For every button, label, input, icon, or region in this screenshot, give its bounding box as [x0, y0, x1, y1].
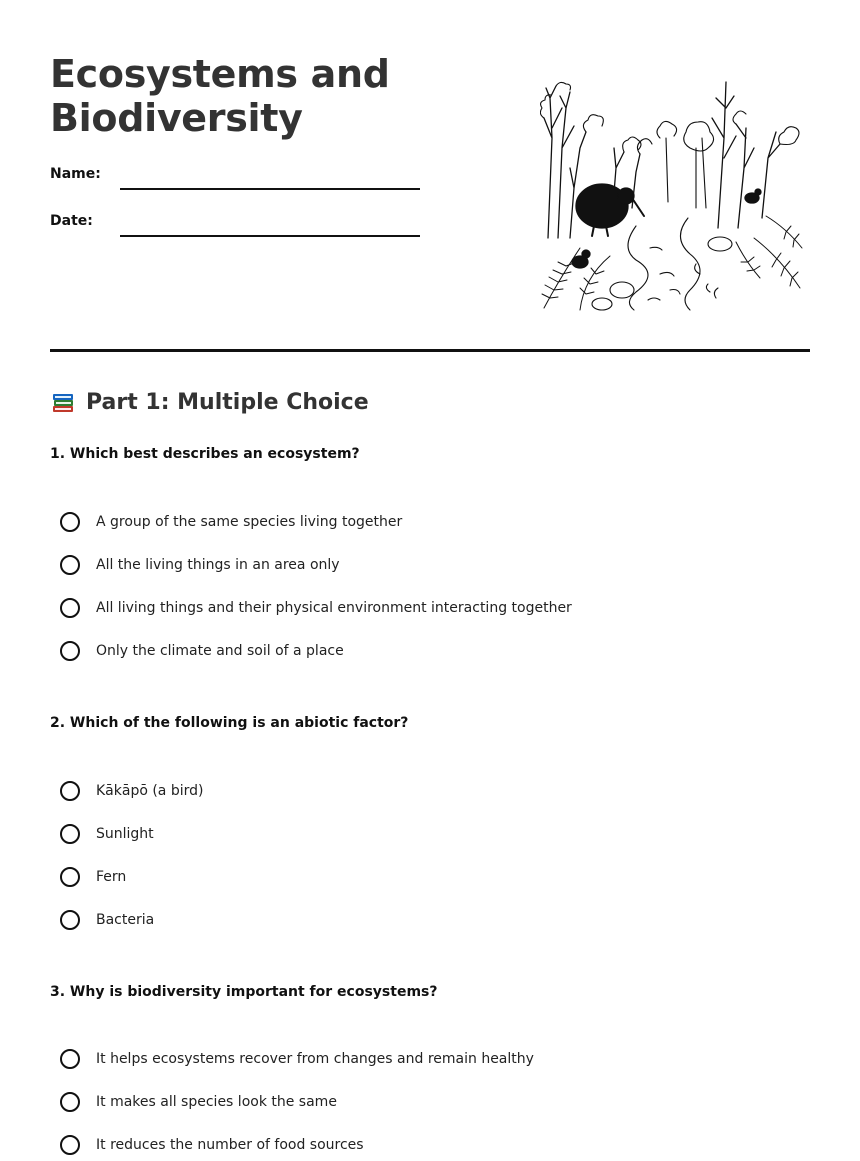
page-title	[50, 52, 390, 140]
part1-title: Part 1: Multiple Choice	[86, 389, 369, 415]
option-label: Sunlight	[96, 826, 154, 842]
option-label: All the living things in an area only	[96, 557, 340, 573]
option-label: It makes all species look the same	[96, 1094, 337, 1110]
stream	[592, 218, 732, 310]
date-label: Date:	[50, 213, 93, 229]
option-label: Only the climate and soil of a place	[96, 643, 344, 659]
q1-option-2[interactable]	[60, 552, 340, 578]
date-field	[50, 213, 420, 243]
title-line-2: Biodiversity	[50, 96, 303, 140]
name-label: Name:	[50, 166, 101, 182]
q1-option-1[interactable]	[60, 509, 402, 535]
radio-button[interactable]	[60, 1092, 80, 1112]
q2-option-1[interactable]	[60, 778, 203, 804]
q2-option-3[interactable]	[60, 864, 126, 890]
radio-button[interactable]	[60, 867, 80, 887]
title-line-1: Ecosystems and	[50, 52, 390, 96]
q3-option-1[interactable]	[60, 1046, 534, 1072]
q2-option-4[interactable]	[60, 907, 154, 933]
radio-button[interactable]	[60, 781, 80, 801]
option-label: All living things and their physical environment interacting together	[96, 600, 572, 616]
radio-button[interactable]	[60, 555, 80, 575]
radio-button[interactable]	[60, 641, 80, 661]
option-label: Kākāpō (a bird)	[96, 783, 204, 799]
q3-option-3[interactable]	[60, 1132, 364, 1158]
radio-button[interactable]	[60, 598, 80, 618]
q1-option-3[interactable]	[60, 595, 572, 621]
option-label: A group of the same species living together	[96, 514, 403, 530]
radio-button[interactable]	[60, 1135, 80, 1155]
option-label: It reduces the number of food sources	[96, 1137, 364, 1153]
radio-button[interactable]	[60, 910, 80, 930]
books-icon	[50, 389, 76, 415]
forest-illustration	[540, 78, 806, 312]
q2-option-2[interactable]	[60, 821, 154, 847]
radio-button[interactable]	[60, 512, 80, 532]
option-label: Bacteria	[96, 912, 155, 928]
section-divider	[50, 349, 810, 352]
question-3: 3. Why is biodiversity important for ecosystems?	[50, 984, 438, 1000]
question-1: 1. Which best describes an ecosystem?	[50, 446, 360, 462]
question-2: 2. Which of the following is an abiotic factor?	[50, 715, 409, 731]
date-input-line[interactable]	[120, 235, 420, 237]
radio-button[interactable]	[60, 1049, 80, 1069]
q1-option-4[interactable]	[60, 638, 344, 664]
part1-heading	[50, 389, 369, 415]
radio-button[interactable]	[60, 824, 80, 844]
name-field	[50, 166, 420, 196]
option-label: Fern	[96, 869, 127, 885]
option-label: It helps ecosystems recover from changes and remain healthy	[96, 1051, 534, 1067]
name-input-line[interactable]	[120, 188, 420, 190]
q3-option-2[interactable]	[60, 1089, 337, 1115]
